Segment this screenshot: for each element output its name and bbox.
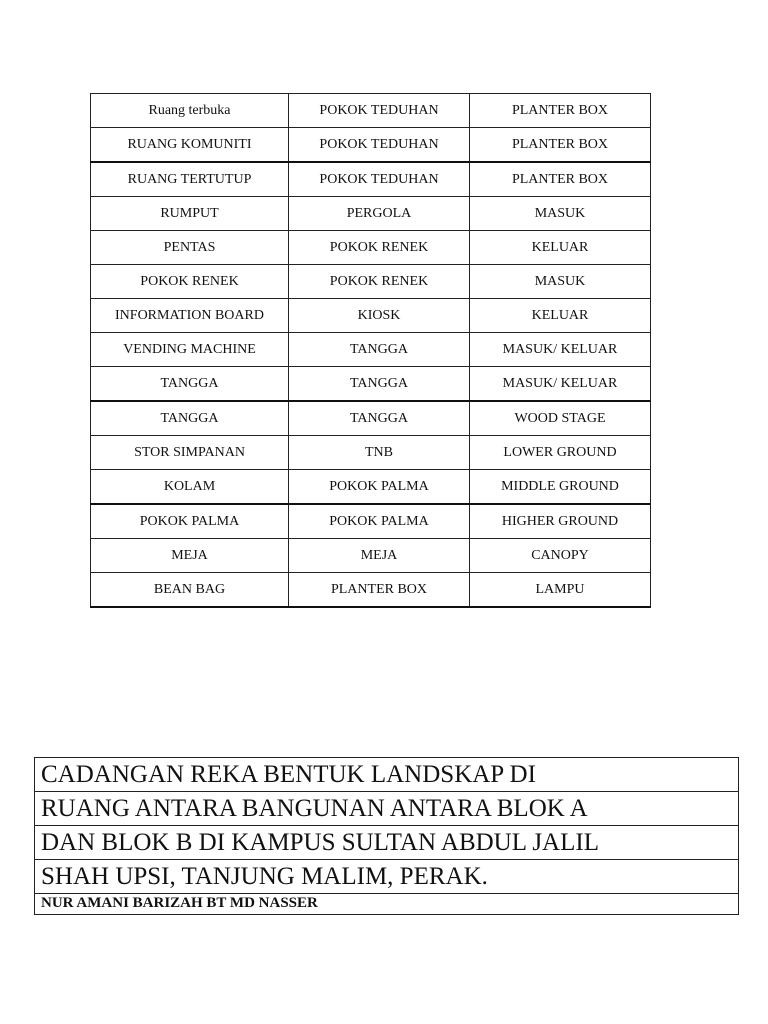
table-cell: TANGGA bbox=[91, 367, 289, 402]
table-row bbox=[91, 504, 651, 539]
table-row bbox=[91, 265, 651, 299]
table-cell: RUANG TERTUTUP bbox=[91, 162, 289, 197]
table-cell: MASUK bbox=[470, 197, 651, 231]
table-cell: CANOPY bbox=[470, 539, 651, 573]
title-line: SHAH UPSI, TANJUNG MALIM, PERAK. bbox=[35, 860, 738, 894]
table-cell: POKOK RENEK bbox=[289, 231, 470, 265]
table-row bbox=[91, 367, 651, 402]
table-cell: PLANTER BOX bbox=[289, 573, 470, 608]
title-line: CADANGAN REKA BENTUK LANDSKAP DI bbox=[35, 758, 738, 792]
title-line: DAN BLOK B DI KAMPUS SULTAN ABDUL JALIL bbox=[35, 826, 738, 860]
table-cell: BEAN BAG bbox=[91, 573, 289, 608]
table-cell: POKOK PALMA bbox=[91, 504, 289, 539]
table-row bbox=[91, 470, 651, 505]
table-cell: MEJA bbox=[91, 539, 289, 573]
table-row bbox=[91, 231, 651, 265]
table-cell: POKOK RENEK bbox=[289, 265, 470, 299]
table-row bbox=[91, 94, 651, 128]
table-cell: POKOK PALMA bbox=[289, 470, 470, 505]
table-cell: KELUAR bbox=[470, 231, 651, 265]
table-cell: PENTAS bbox=[91, 231, 289, 265]
table-row bbox=[91, 333, 651, 367]
title-line: RUANG ANTARA BANGUNAN ANTARA BLOK A bbox=[35, 792, 738, 826]
table-cell: TANGGA bbox=[289, 333, 470, 367]
table-row bbox=[91, 197, 651, 231]
table-cell: PLANTER BOX bbox=[470, 94, 651, 128]
table-cell: LAMPU bbox=[470, 573, 651, 608]
table-cell: MEJA bbox=[289, 539, 470, 573]
table-cell: POKOK RENEK bbox=[91, 265, 289, 299]
table-cell: MASUK/ KELUAR bbox=[470, 367, 651, 402]
table-cell: TANGGA bbox=[289, 401, 470, 436]
author-name: NUR AMANI BARIZAH BT MD NASSER bbox=[41, 895, 318, 911]
table-cell: Ruang terbuka bbox=[91, 94, 289, 128]
table-cell: INFORMATION BOARD bbox=[91, 299, 289, 333]
table-cell: HIGHER GROUND bbox=[470, 504, 651, 539]
table-row bbox=[91, 162, 651, 197]
table-row bbox=[91, 299, 651, 333]
table-cell: VENDING MACHINE bbox=[91, 333, 289, 367]
table-cell: KIOSK bbox=[289, 299, 470, 333]
table-cell: RUANG KOMUNITI bbox=[91, 128, 289, 163]
table-row bbox=[91, 128, 651, 163]
table-row bbox=[91, 401, 651, 436]
table-cell: KELUAR bbox=[470, 299, 651, 333]
table-cell: TANGGA bbox=[289, 367, 470, 402]
table-cell: POKOK TEDUHAN bbox=[289, 128, 470, 163]
table-cell: POKOK TEDUHAN bbox=[289, 162, 470, 197]
table-cell: POKOK PALMA bbox=[289, 504, 470, 539]
title-block bbox=[34, 757, 739, 915]
table-cell: LOWER GROUND bbox=[470, 436, 651, 470]
table-row bbox=[91, 539, 651, 573]
table-cell: TANGGA bbox=[91, 401, 289, 436]
table-cell: WOOD STAGE bbox=[470, 401, 651, 436]
table-cell: PERGOLA bbox=[289, 197, 470, 231]
table-cell: MIDDLE GROUND bbox=[470, 470, 651, 505]
table-cell: STOR SIMPANAN bbox=[91, 436, 289, 470]
legend-table bbox=[90, 93, 651, 608]
legend-table-body bbox=[91, 94, 651, 608]
table-cell: KOLAM bbox=[91, 470, 289, 505]
table-cell: TNB bbox=[289, 436, 470, 470]
table-cell: PLANTER BOX bbox=[470, 128, 651, 163]
table-cell: MASUK bbox=[470, 265, 651, 299]
table-cell: RUMPUT bbox=[91, 197, 289, 231]
table-cell: POKOK TEDUHAN bbox=[289, 94, 470, 128]
table-cell: PLANTER BOX bbox=[470, 162, 651, 197]
table-cell: MASUK/ KELUAR bbox=[470, 333, 651, 367]
table-row bbox=[91, 436, 651, 470]
table-row bbox=[91, 573, 651, 608]
